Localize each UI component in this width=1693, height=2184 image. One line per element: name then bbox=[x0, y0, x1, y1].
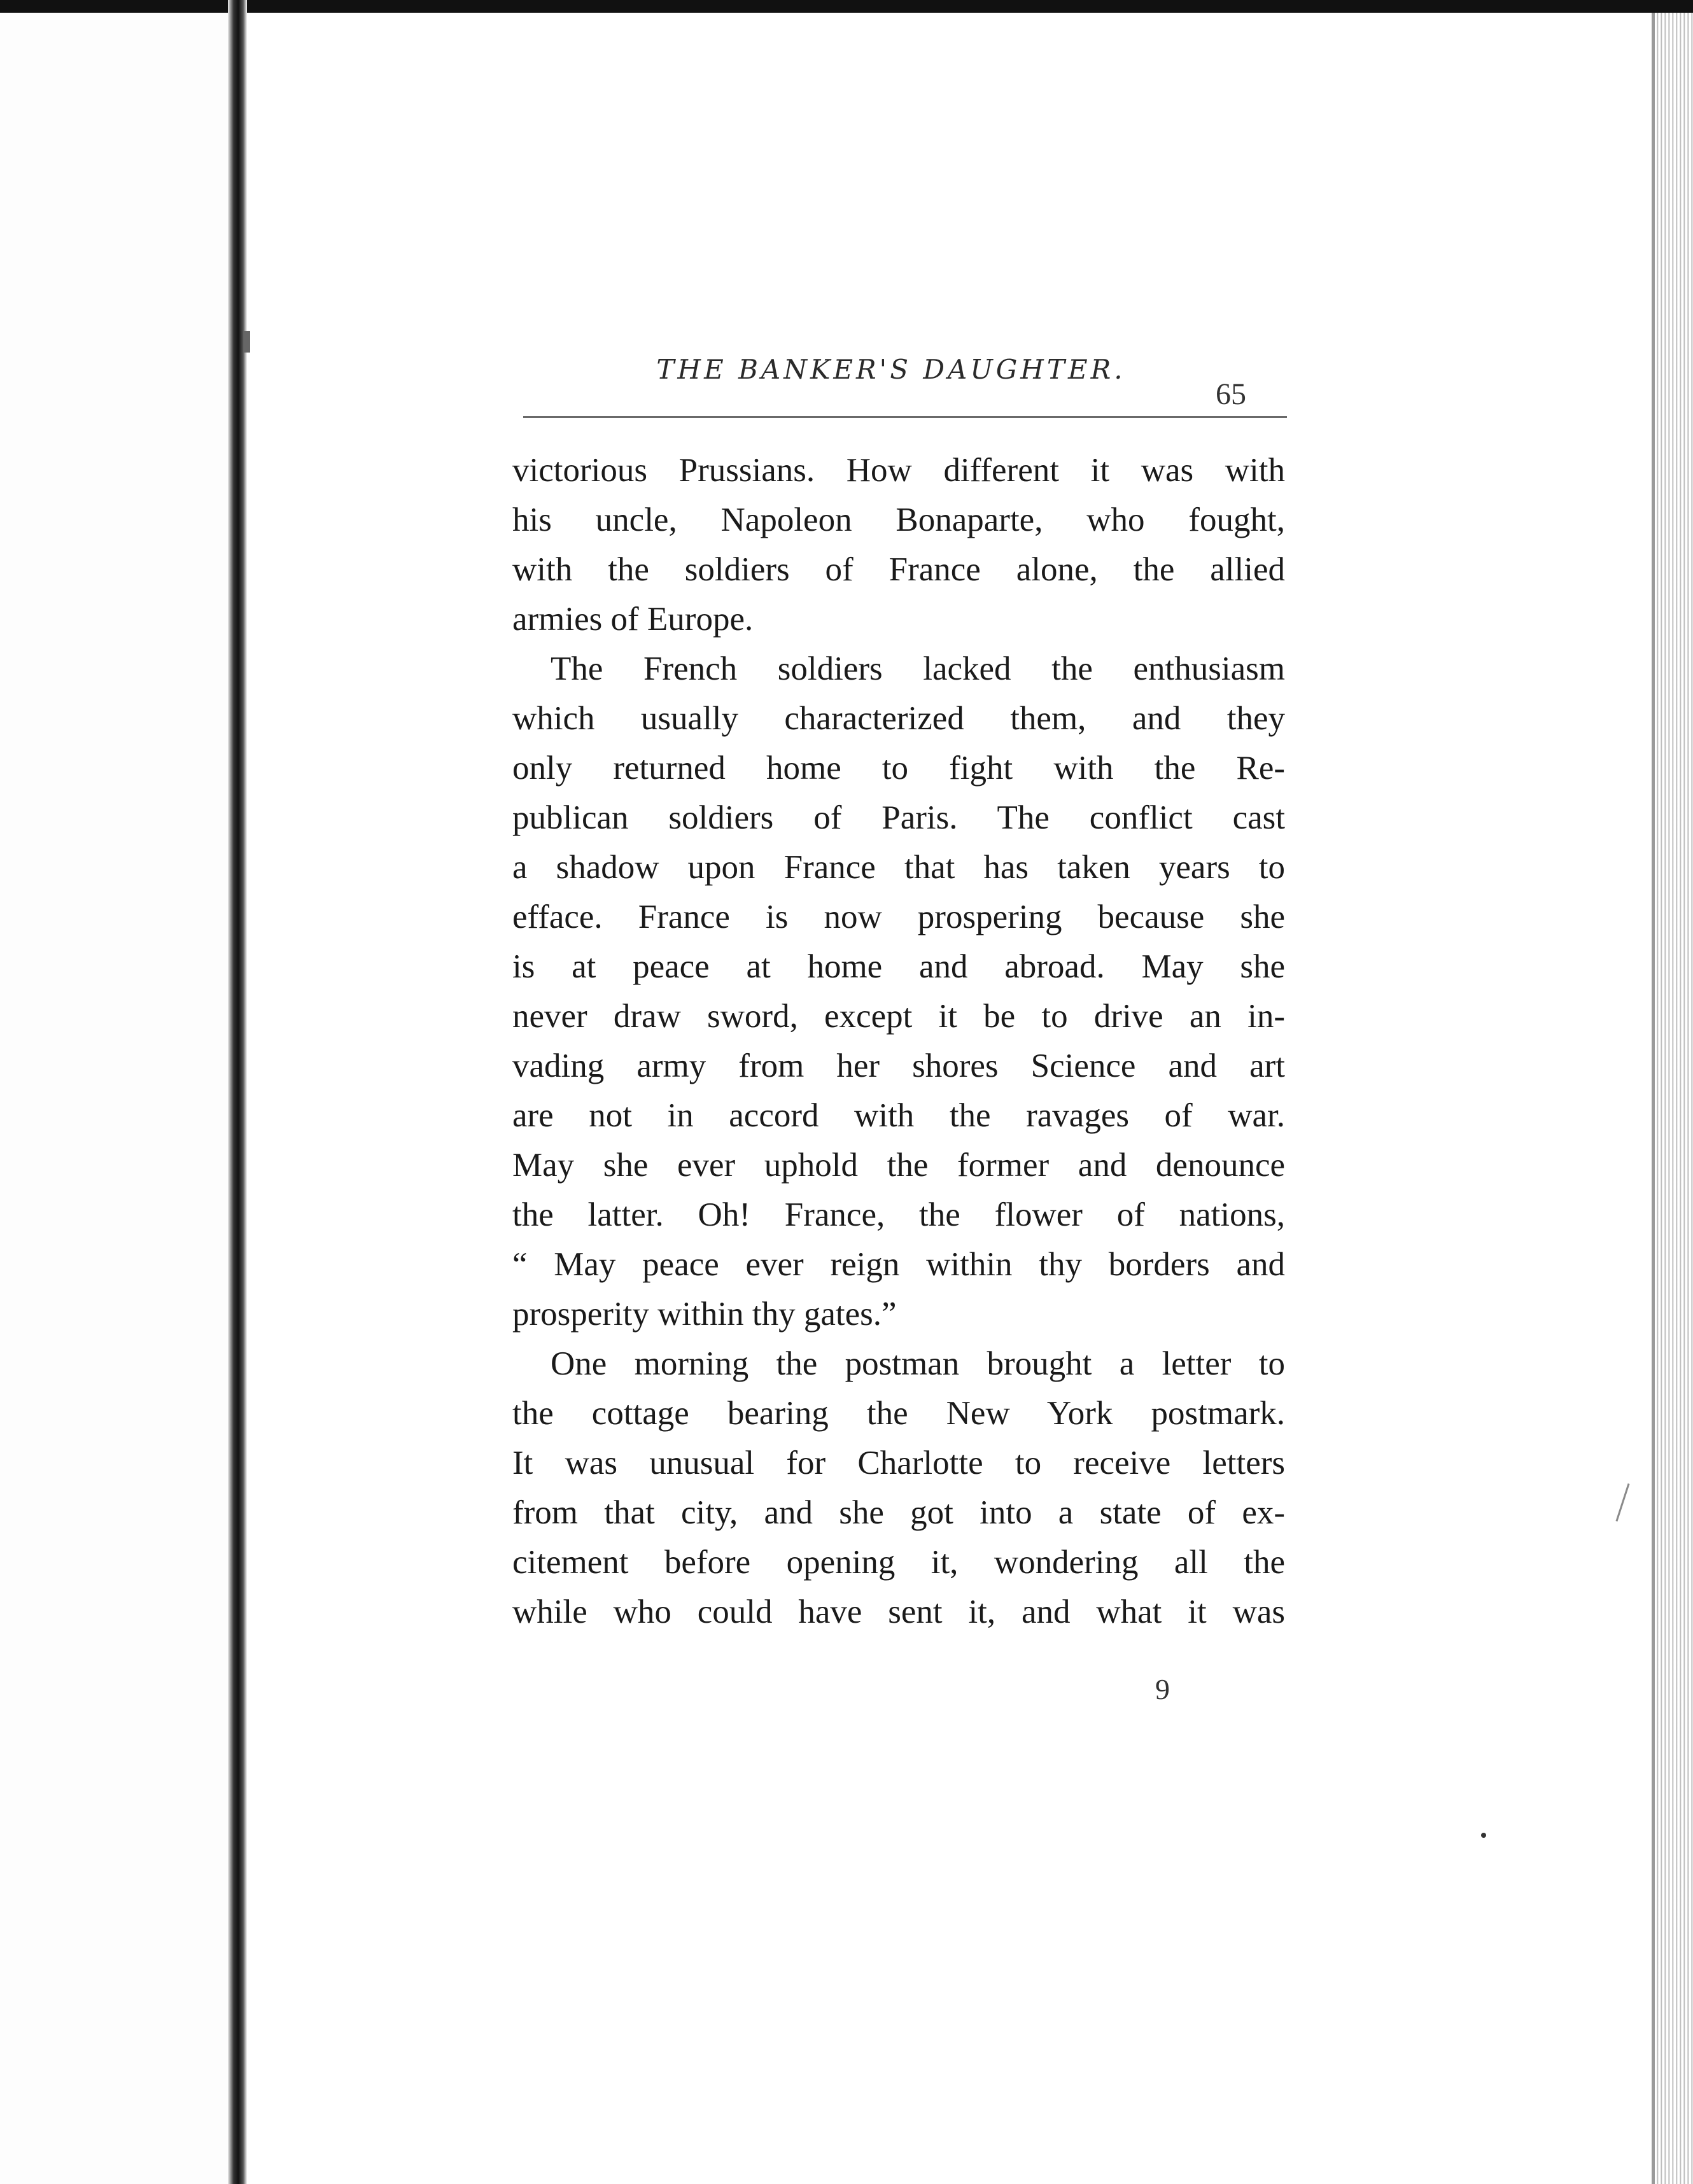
text-line: May she ever uphold the former and denounce bbox=[512, 1147, 1285, 1184]
text-line: never draw sword, except it be to drive an in- bbox=[512, 998, 1285, 1035]
gutter-mark bbox=[244, 331, 250, 353]
text-line: victorious Prussians. How different it was with bbox=[512, 452, 1285, 489]
text-line: a shadow upon France that has taken years to bbox=[512, 849, 1285, 886]
page-number: 65 bbox=[1216, 377, 1246, 411]
text-line: from that city, and she got into a state of ex- bbox=[512, 1494, 1285, 1531]
paragraph-3 bbox=[512, 1339, 1285, 1637]
text-line: efface. France is now prospering because she bbox=[512, 899, 1285, 935]
text-line: with the soldiers of France alone, the allied bbox=[512, 551, 1285, 588]
page-block-edge bbox=[1655, 13, 1693, 2184]
scan-top-band bbox=[0, 0, 1693, 13]
text-line: The French soldiers lacked the enthusiasm bbox=[551, 650, 1285, 687]
running-head: THE BANKER'S DAUGHTER. bbox=[656, 354, 1126, 385]
text-line: vading army from her shores Science and art bbox=[512, 1047, 1285, 1084]
ink-speck bbox=[1481, 1833, 1486, 1838]
text-line: which usually characterized them, and they bbox=[512, 700, 1285, 737]
text-line: the cottage bearing the New York postmark. bbox=[512, 1395, 1285, 1432]
facing-blank-page bbox=[0, 13, 229, 2184]
text-line: It was unusual for Charlotte to receive letters bbox=[512, 1445, 1285, 1481]
body-text bbox=[512, 445, 1285, 1637]
text-line: his uncle, Napoleon Bonaparte, who fought, bbox=[512, 501, 1285, 538]
signature-mark: 9 bbox=[1155, 1673, 1170, 1705]
text-line: publican soldiers of Paris. The conflict cast bbox=[512, 799, 1285, 836]
header-rule bbox=[523, 416, 1287, 418]
text-line: is at peace at home and abroad. May she bbox=[512, 948, 1285, 985]
paragraph-2 bbox=[512, 644, 1285, 1339]
text-line: while who could have sent it, and what it was bbox=[512, 1593, 1285, 1630]
book-gutter bbox=[228, 0, 247, 2184]
text-line: only returned home to fight with the Re- bbox=[512, 750, 1285, 787]
text-line: One morning the postman brought a letter to bbox=[551, 1345, 1285, 1382]
paragraph-1 bbox=[512, 445, 1285, 644]
text-line: are not in accord with the ravages of war. bbox=[512, 1097, 1285, 1134]
text-line: “ May peace ever reign within thy borders and bbox=[512, 1246, 1285, 1283]
text-line: armies of Europe. bbox=[512, 601, 754, 638]
text-line: the latter. Oh! France, the flower of nations, bbox=[512, 1196, 1285, 1233]
text-line: citement before opening it, wondering all the bbox=[512, 1544, 1285, 1581]
text-line: prosperity within thy gates.” bbox=[512, 1296, 897, 1333]
